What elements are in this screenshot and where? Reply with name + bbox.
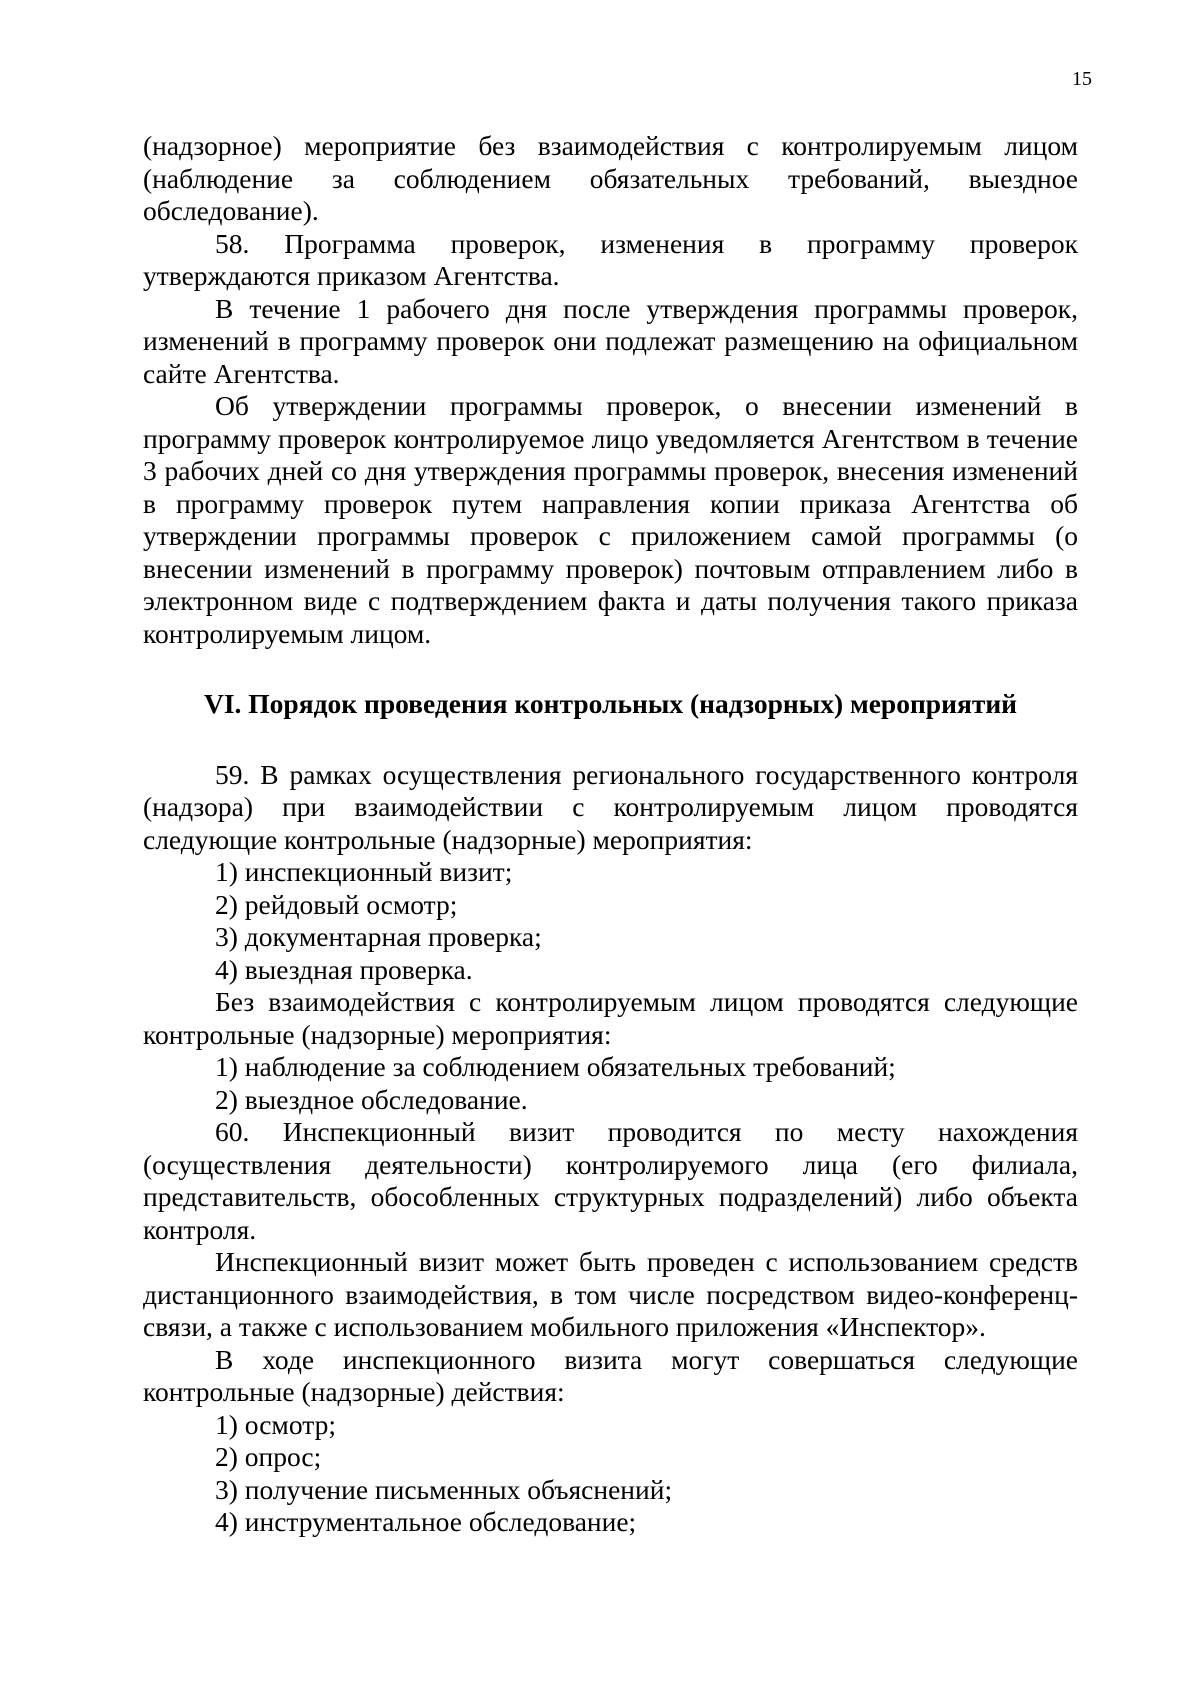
list-item: 1) инспекционный визит; [215, 856, 513, 887]
paragraph-publication: В течение 1 рабочего дня после утверждения программы проверок, изменений в программу проверок они подлежат размещению на официальном сайте Агентства. [143, 292, 1078, 389]
list-item: 1) наблюдение за соблюдением обязательных требований; [215, 1051, 896, 1082]
list-item: 3) получение письменных объяснений; [215, 1473, 673, 1505]
paragraph-actions-intro: В ходе инспекционного визита могут совершаться следующие контрольные (надзорные) действия: [143, 1343, 1078, 1407]
list-item: 1) осмотр; [215, 1408, 336, 1440]
paragraph-notification: Об утверждении программы проверок, о внесении изменений в программу проверок контролируемое лицо уведомляется Агентством в течение 3 рабочих дней со дня утверждения программы проверок, внесения изменений в программу проверок путем направления копии приказа Агентства об утверждении программы проверок с приложением самой программы (о внесении изменений в программу проверок) почтовым отправлением либо в электронном виде с подтверждением факта и даты получения такого приказа контролируемым лицом. [143, 390, 1078, 649]
list-item: 2) опрос; [215, 1441, 322, 1472]
paragraph-59: 59. В рамках осуществления регионального государственного контроля (надзора) при взаимодействии с контролируемым лицом проводятся следующие контрольные (надзорные) мероприятия: [143, 758, 1078, 855]
paragraph-without-interaction: Без взаимодействия с контролируемым лицом проводятся следующие контрольные (надзорные) мероприятия: [143, 986, 1078, 1050]
paragraph-continuation: (надзорное) мероприятие без взаимодействия с контролируемым лицом (наблюдение за соблюдением обязательных требований, выездное обследование). [143, 130, 1078, 226]
paragraph-58: 58. Программа проверок, изменения в программу проверок утверждаются приказом Агентства. [143, 227, 1078, 291]
section-heading: VI. Порядок проведения контрольных (надзорных) мероприятий [203, 688, 1018, 719]
paragraph-60: 60. Инспекционный визит проводится по месту нахождения (осуществления деятельности) контролируемого лица (его филиала, представительств, обособленных структурных подразделений) либо объекта контроля. [143, 1116, 1078, 1245]
list-item: 4) выездная проверка. [215, 953, 473, 985]
list-item: 4) инструментальное обследование; [215, 1506, 637, 1537]
paragraph-remote-visit: Инспекционный визит может быть проведен с использованием средств дистанционного взаимодействия, в том числе посредством видео-конференц-связи, а также с использованием мобильного приложения «Инспектор». [143, 1246, 1078, 1342]
page-number: 15 [1072, 68, 1092, 90]
list-item: 2) выездное обследование. [215, 1083, 528, 1115]
list-item: 3) документарная проверка; [215, 921, 542, 952]
document-body [143, 130, 1078, 1539]
list-item: 2) рейдовый осмотр; [215, 888, 458, 920]
